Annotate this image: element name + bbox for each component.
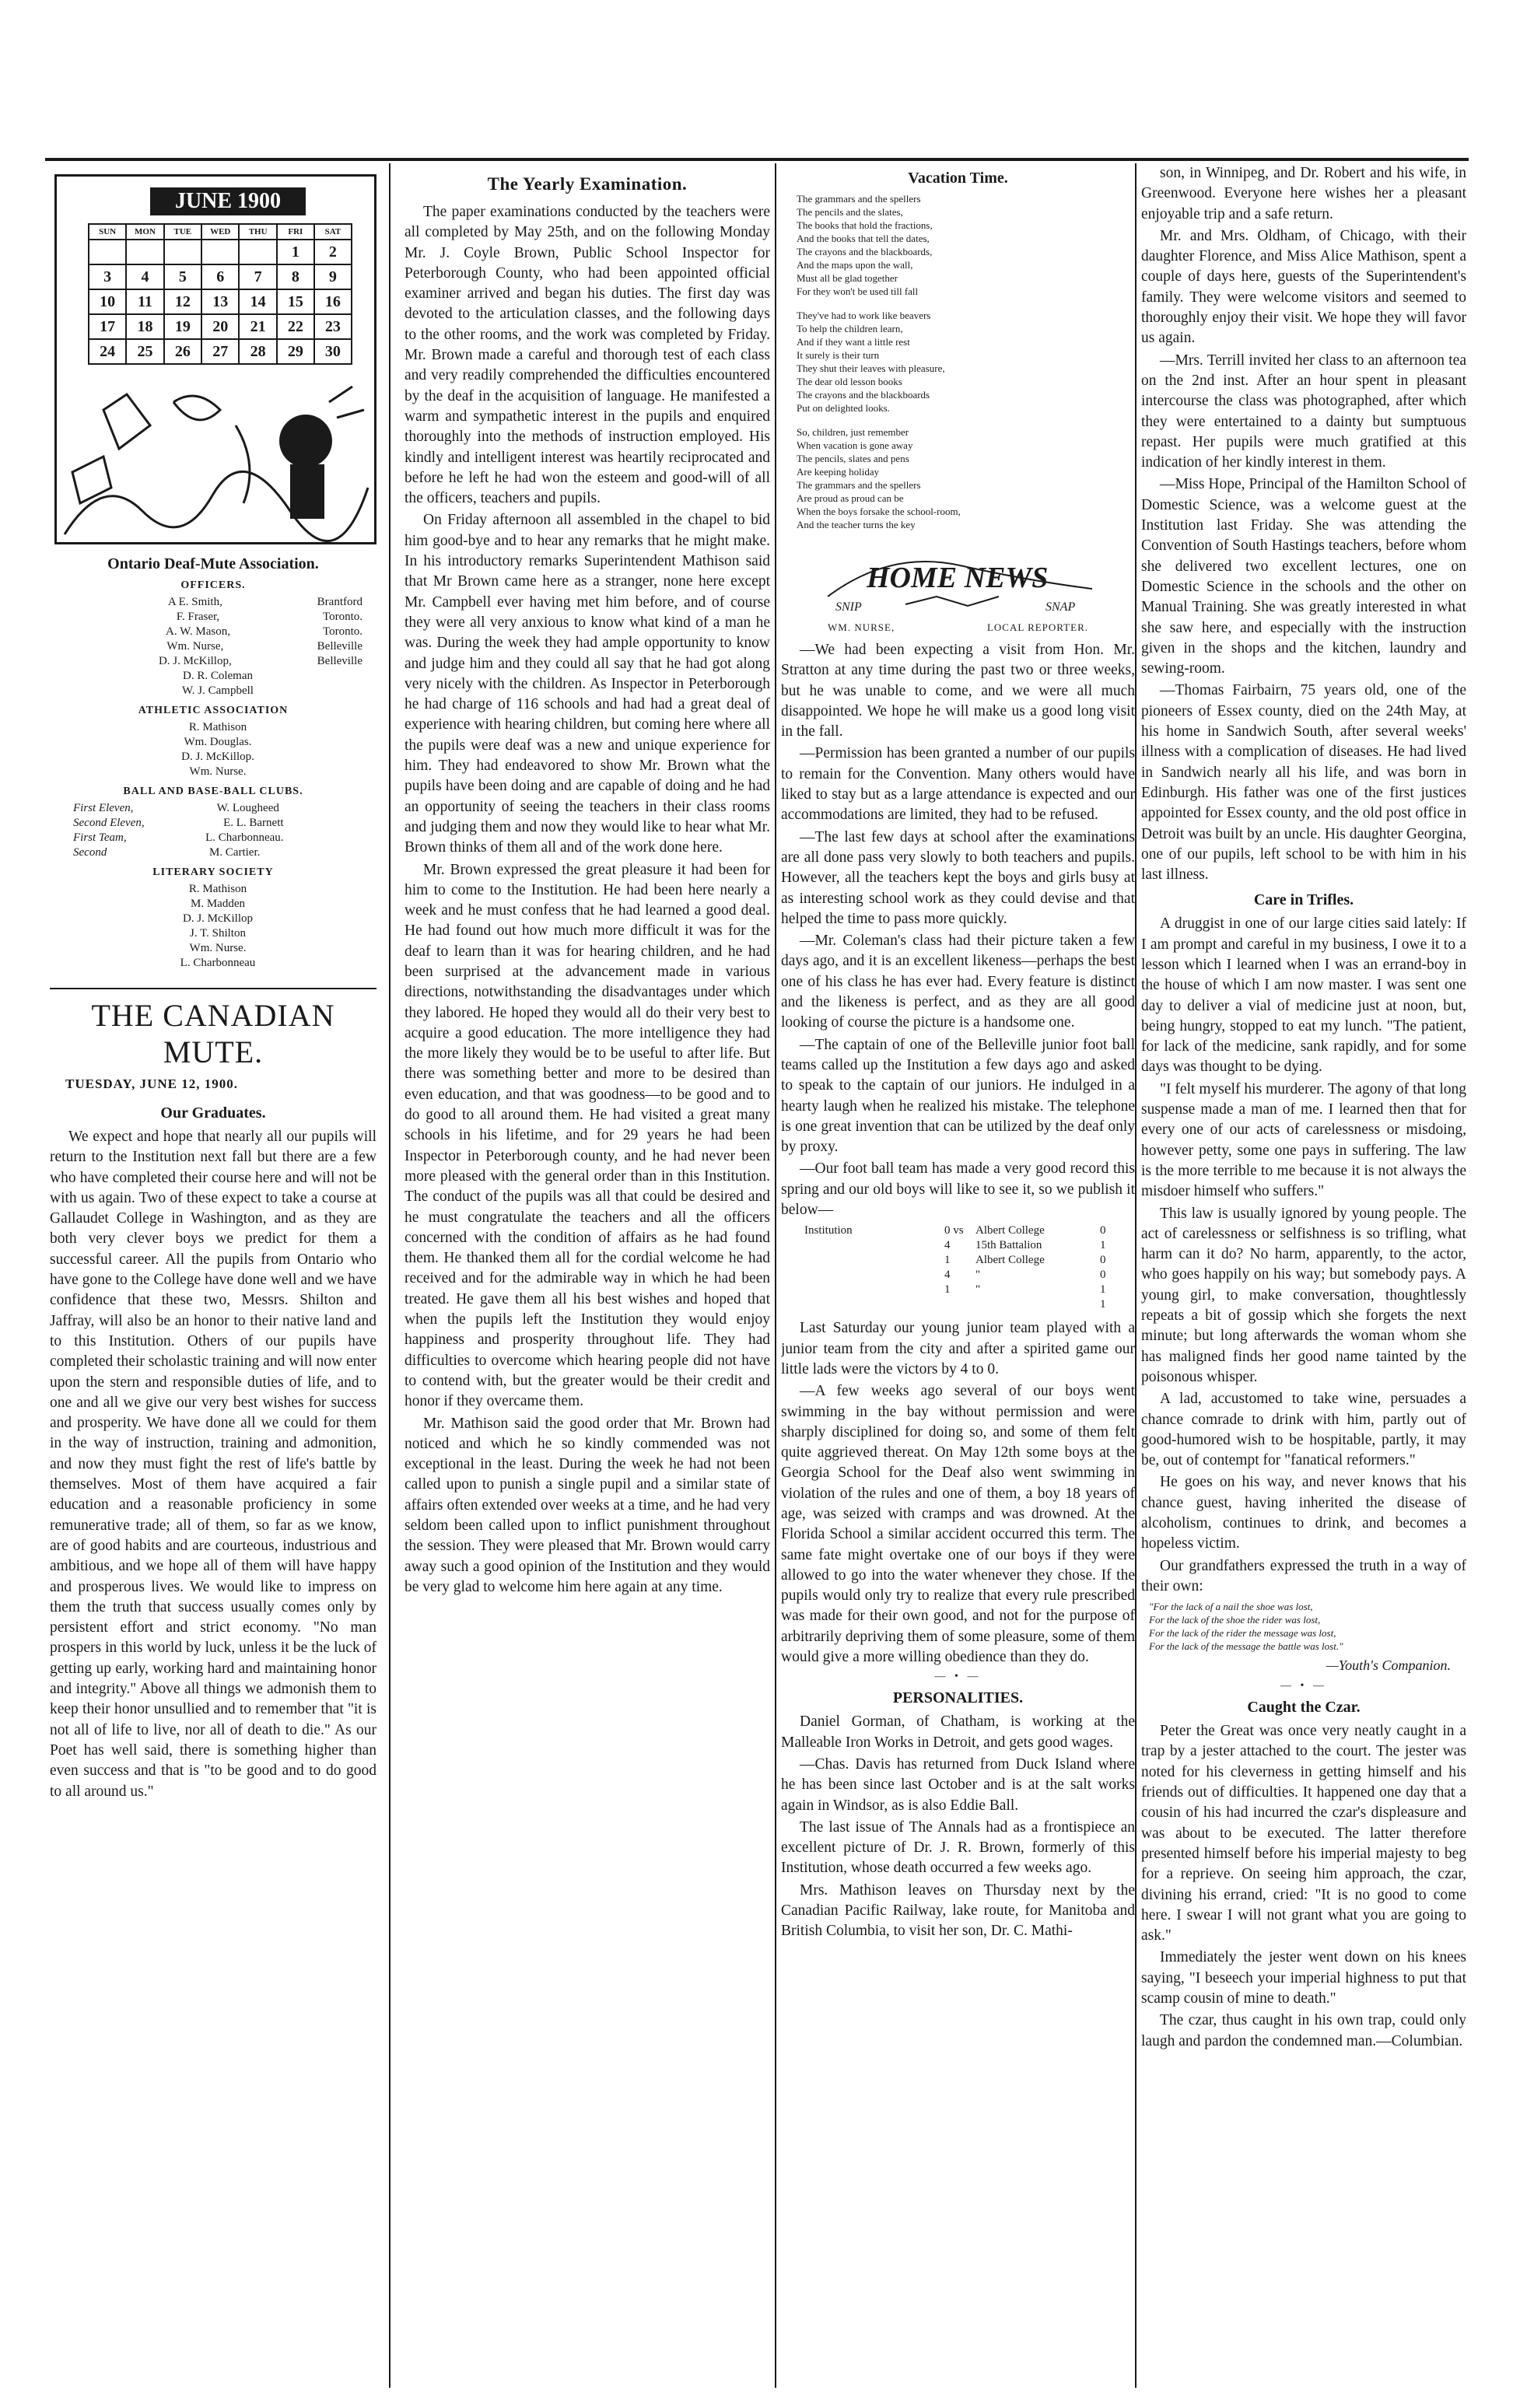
- officer-cell: Toronto.: [322, 625, 362, 638]
- paragraph: Mr. Mathison said the good order that Mr. Brown had noticed and which he so kindly commended was not exceptional in the least. During the week he had not been called upon to punish a single pupil and a similar state of affairs often extended over weeks at a time, and he had very seldom been called upon to inflict punishment throughout the session. They were pleased that Mr. Brown would carry away such a good opinion of the Institution and they would be very glad to welcome him here again at any time.: [405, 1415, 770, 1595]
- calendar-date: 29: [277, 339, 314, 364]
- officer-cell: Toronto.: [322, 611, 362, 623]
- masthead: THE CANADIAN MUTE.: [50, 988, 376, 1070]
- clubs-title: BALL AND BASE-BALL CLUBS.: [123, 786, 303, 797]
- paragraph: Mrs. Mathison leaves on Thursday next by the Canadian Pacific Railway, lake route, for Manitoba and British Columbia, to visit her son, Dr. C. Mathi-: [781, 1881, 1135, 1940]
- officer-row: [50, 654, 376, 669]
- paragraph: —A few weeks ago several of our boys went swimming in the bay without permission and were sharply disciplined for doing so, and some of them felt quite aggrieved thereat. On May 12th some boys at the Georgia School for the Deaf also went swimming in violation of the rules and one of them, a boy 18 years of age, was seized with cramps and was drowned. At the Florida School a similar accident occurred this term. The same fate might overtake one of our boys if they were allowed to go into the water whenever they chose. If the pupils would only try to realize that every rule prescribed was made for their own good, and not for the purpose of arbitrarily depriving them of some pleasure, some of them would give a more willing obedience than they do.: [781, 1383, 1135, 1666]
- score-cell: 1: [1100, 1239, 1106, 1252]
- score-cell: 1: [1100, 1298, 1106, 1311]
- officer-row: [50, 882, 376, 897]
- poem-line: The dear old lesson books: [797, 376, 902, 387]
- paragraph: The last issue of The Annals had as a frontispiece an excellent picture of Dr. J. R. Brown, formerly of this Institution, whose death occurred a few weeks ago.: [781, 1818, 1135, 1877]
- score-cell: 4: [944, 1269, 951, 1282]
- vacation-title: Vacation Time.: [908, 170, 1008, 187]
- football-scores: [804, 1223, 1135, 1312]
- calendar-date: 5: [164, 264, 201, 289]
- graduates-title: Our Graduates.: [160, 1104, 266, 1122]
- officer-cell: J. T. Shilton: [190, 927, 246, 940]
- score-cell: ": [975, 1269, 981, 1282]
- calendar-day-header: WED: [201, 224, 240, 240]
- officer-cell: F. Fraser,: [176, 611, 220, 623]
- officer-cell: L. Charbonneau.: [205, 831, 284, 844]
- officer-row: [50, 669, 376, 684]
- verse-line: For the lack of the message the battle was lost.": [1149, 1640, 1343, 1653]
- calendar-date: 27: [201, 339, 240, 364]
- officer-row: [50, 816, 376, 831]
- paragraph: A lad, accustomed to take wine, persuades a chance comrade to drink with him, partly out of good-humored wish to be hospitable, partly, it may be, out of contempt for "fanatical reformers.": [1141, 1391, 1466, 1469]
- calendar-title: JUNE 1900: [150, 187, 306, 215]
- paragraph: The paper examinations conducted by the teachers were all completed by May 25th, and on the following Monday Mr. J. Coyle Brown, Public School Inspector for Peterborough County, who had been appointed official examiner arrived and began his duties. The first day was devoted to the articulation classes, and the following days to the other rooms, and the work was completed by Friday. Mr. Brown made a careful and thorough test of each class and very readily comprehended the difficulties encountered by the deaf in the acquisition of language. He manifested a warm and sympathetic interest in the pupils and enquired thoroughly into the methods of instruction employed. His kindly and intelligent interest was heartily reciprocated and before he left he had won the esteem and good-will of all the officers, teachers and pupils.: [405, 204, 770, 507]
- column-2: [405, 163, 770, 2380]
- officer-cell: Wm. Douglas.: [184, 736, 252, 748]
- calendar-day-header: SUN: [89, 224, 126, 240]
- calendar-date: 1: [277, 240, 314, 264]
- home-news-banner-art: [812, 542, 1108, 617]
- calendar-date: 24: [89, 339, 126, 364]
- paragraph: Mr. Brown expressed the great pleasure it had been for him to come to the Institution. He had been here nearly a week and he must confess that he had learned a good deal. He had found out how much more difficult it was for the deaf to learn than it was for hearing children, and he had been surprised at the advancement made in various directions, notwithstanding the disadvantages under which they labored. He hoped they would all do their very best to acquire a good education. The more intelligence they had the more likely they would be to be useful to after life. But there was something better and more to be desired than even education, and that was goodness—to be good and to do good to all around them. He had visited a great many schools in his lifetime, and for 29 years he had been Inspector in Peterborough county, and he had never been more pleased with the general order than in this Institution. The conduct of the pupils was all that could be desired and he must congratulate the teachers and all the officers concerned with the condition of affairs as he had found them. He thanked them all for the cordial welcome he had received and for the admirable way in which he had been treated. He gave them all his best wishes and hoped that when the pupils left the Institution they would enjoy happiness and prosperity throughout life. They had difficulties to overcome which hearing people did not have to contend with, but the greater would be their credit and honor if they overcame them.: [405, 861, 770, 1410]
- officer-cell: A. W. Mason,: [166, 625, 230, 638]
- poem-line: The pencils and the slates,: [797, 206, 903, 218]
- athletic-list: [50, 720, 376, 779]
- score-row: [804, 1268, 1135, 1283]
- officer-cell: M. Madden: [191, 898, 245, 910]
- officer-cell: Wm. Nurse.: [189, 942, 247, 954]
- officer-cell: Wm. Nurse.: [189, 765, 247, 778]
- paragraph: Mr. and Mrs. Oldham, of Chicago, with their daughter Florence, and Miss Alice Mathison, spent a couple of days here, guests of the Superintendent's family. They were welcome visitors and seemed to thoroughly enjoy their visit. We hope they will favor us again.: [1141, 227, 1466, 347]
- poem-line: To help the children learn,: [797, 323, 903, 334]
- association-title: Ontario Deaf-Mute Association.: [107, 555, 319, 572]
- paragraph: "I felt myself his murderer. The agony of that long suspense made a man of me. I learned then that for every one of our acts of carelessness or misdoing, however petty, some one pays in suffering. The law is the more terrible to me because it is not always the misdoer himself who suffers.": [1141, 1080, 1466, 1200]
- trifles-article: [1141, 914, 1466, 1597]
- officer-row: [50, 684, 376, 698]
- score-row: [804, 1283, 1135, 1297]
- calendar-date: 19: [164, 314, 201, 339]
- score-cell: 1: [1100, 1283, 1106, 1297]
- yearly-exam-title: The Yearly Examination.: [487, 174, 688, 194]
- column-rule: [1135, 163, 1137, 2388]
- home-news-byline: [781, 621, 1135, 634]
- calendar-day-header: SAT: [314, 224, 352, 240]
- poem-line: For they won't be used till fall: [797, 285, 919, 297]
- score-cell: 1: [944, 1283, 951, 1297]
- calendar-date: 20: [201, 314, 240, 339]
- czar-title: Caught the Czar.: [1247, 1699, 1361, 1717]
- officer-cell: Belleville: [317, 655, 362, 667]
- officer-cell: D. J. McKillop: [183, 912, 253, 925]
- score-cell: 1: [944, 1254, 951, 1267]
- officer-cell: First Team,: [73, 831, 127, 844]
- paragraph: A druggist in one of our large cities said lately: If I am prompt and careful in my business, I owe it to a lesson which I learned when I was an errand-boy in the house of which I am now master. I was sent one day to deliver a vial of medicine just at noon, but, being hungry, stopped to eat my lunch. "The patient, for lack of the medicine, sank rapidly, and for some days was thought to be dying.: [1141, 915, 1466, 1076]
- poem-line: And the teacher turns the key: [797, 519, 916, 530]
- officer-row: [50, 639, 376, 654]
- paragraph: Last Saturday our young junior team played with a junior team from the city and after a spirited game our little lads were the victors by 4 to 0.: [781, 1320, 1135, 1377]
- calendar-day-header: THU: [239, 224, 276, 240]
- paragraph: Our grandfathers expressed the truth in a way of their own:: [1141, 1557, 1466, 1594]
- calendar-date: 13: [201, 289, 240, 314]
- score-row: [804, 1253, 1135, 1268]
- score-cell: [975, 1297, 1100, 1312]
- calendar-date: 6: [201, 264, 240, 289]
- calendar-day-header: FRI: [277, 224, 314, 240]
- column-1: [50, 163, 376, 2380]
- banner-snap-text: SNAP: [1045, 600, 1076, 614]
- calendar-date: 2: [314, 240, 352, 264]
- paragraph: —The captain of one of the Belleville junior foot ball teams called up the Institution a few days ago and asked to speak to the captain of our juniors. He indulged in a hearty laugh when he realized his mistake. The telephone is one great invention that can be utilized by the deaf only by proxy.: [781, 1036, 1135, 1156]
- trifles-citation: —Youth's Companion.: [1326, 1657, 1451, 1674]
- calendar-date: [201, 240, 240, 264]
- literary-title: LITERARY SOCIETY: [152, 866, 274, 878]
- separator: — • —: [1280, 1680, 1327, 1692]
- officer-cell: E. L. Barnett: [223, 817, 284, 829]
- calendar-date: 10: [89, 289, 126, 314]
- score-cell: Albert College: [975, 1224, 1045, 1237]
- score-cell: [804, 1283, 944, 1297]
- poem-line: The crayons and the blackboards,: [797, 246, 933, 257]
- score-cell: [804, 1253, 944, 1268]
- score-row: [804, 1223, 1135, 1238]
- officer-row: [50, 956, 376, 971]
- paragraph: —We had been expecting a visit from Hon. Mr. Stratton at any time during the past two or three weeks, but he was unable to come, and we were all much disappointed. We hope he will make us a good long visit in the fall.: [781, 642, 1135, 740]
- officer-cell: D. R. Coleman: [183, 670, 253, 682]
- calendar-date: 22: [277, 314, 314, 339]
- verse-line: For the lack of the rider the message was lost,: [1149, 1627, 1336, 1640]
- officer-row: [50, 845, 376, 860]
- calendar-date: 30: [314, 339, 352, 364]
- poem-line: They shut their leaves with pleasure,: [797, 362, 945, 374]
- calendar-date: 14: [239, 289, 276, 314]
- column-4: [1141, 163, 1466, 2380]
- calendar-date: 8: [277, 264, 314, 289]
- column-rule: [389, 163, 391, 2388]
- calendar-date: 23: [314, 314, 352, 339]
- home-news-banner: [781, 542, 1135, 617]
- calendar-date: 12: [164, 289, 201, 314]
- paragraph: Daniel Gorman, of Chatham, is working at the Malleable Iron Works in Detroit, and gets good wages.: [781, 1713, 1135, 1751]
- personalities-title: PERSONALITIES.: [892, 1689, 1024, 1707]
- officer-cell: A E. Smith,: [167, 596, 222, 608]
- calendar-date: 21: [239, 314, 276, 339]
- calendar-date: 17: [89, 314, 126, 339]
- paragraph: Peter the Great was once very neatly caught in a trap by a jester attached to the court. The jester was noted for his cleverness in getting himself and his friends out of difficulties. It happened one day that a cousin of his had incurred the czar's displeasure and was about to be executed. The latter therefore presented himself before his imperial majesty to beg for a reprieve. On seeing him approach, the czar, divining his errand, cried: "It is no good to come here. I swear I will not grant what you are going to ask.": [1141, 1723, 1466, 1944]
- score-row: [804, 1238, 1135, 1253]
- calendar-date: 26: [164, 339, 201, 364]
- calendar-illustration: [54, 174, 376, 544]
- byline-reporter-name: WM. NURSE,: [828, 621, 895, 633]
- paragraph: —Permission has been granted a number of our pupils to remain for the Convention. Many others would have liked to stay but as a large attendance is expected and our accommodations are limited, they had to be refused.: [781, 745, 1135, 824]
- poem-line: The grammars and the spellers: [797, 193, 921, 205]
- officer-cell: M. Cartier.: [208, 846, 261, 859]
- paragraph: —The last few days at school after the examinations are all done pass very slowly to both teachers and pupils. However, all the teachers kept the boys and girls busy at as interesting school work as they could devise and that helped the time to pass more quickly.: [781, 828, 1135, 927]
- calendar-date: [89, 240, 126, 264]
- officer-cell: D. J. McKillop,: [158, 655, 232, 667]
- officer-cell: Second: [73, 846, 107, 859]
- officer-row: [50, 765, 376, 779]
- calendar-date: 3: [89, 264, 126, 289]
- graduates-article: [50, 1127, 376, 1802]
- calendar-drawing: [57, 379, 374, 542]
- paragraph: Immediately the jester went down on his knees saying, "I beseech your imperial highness to put that scamp cousin of mine to death.": [1141, 1949, 1466, 2007]
- score-cell: 4: [944, 1239, 951, 1252]
- paragraph: On Friday afternoon all assembled in the chapel to bid him good-bye and to hear any remarks that he might make. In his introductory remarks Superintendent Mathison said that Mr Brown came here as a stranger, none here except Mr. Campbell ever having met him before, and of course they were all very anxious to know what kind of a man he was. During the week they had ample opportunity to know and judge him and they could all say that he had got along very nicely with the children. As Inspector in Peterborough he had charge of 116 schools and had had a great deal of experience with hearing children, but coming here where all the pupils were deaf was a new and unique experience for him. They had endeavored to show Mr. Brown what the pupils have been doing and are capable of doing and he had an opportunity of seeing the teachers in their class rooms and judging them and now they would like to hear what Mr. Brown thinks of them all and of the work done here.: [405, 512, 770, 856]
- officer-row: [50, 625, 376, 639]
- score-cell: Albert College: [975, 1254, 1045, 1267]
- officer-row: [50, 926, 376, 941]
- score-cell: ": [975, 1283, 981, 1297]
- column-4-items: [1141, 163, 1466, 885]
- score-cell: [804, 1238, 944, 1253]
- paragraph: He goes on his way, and never knows that his chance guest, having inherited the disease of alcoholism, continues to drink, and becomes a hopeless victim.: [1141, 1474, 1466, 1552]
- column-rule: [775, 163, 776, 2388]
- czar-article: [1141, 1721, 1466, 2052]
- officer-cell: Belleville: [317, 640, 362, 653]
- calendar-date: 15: [277, 289, 314, 314]
- paragraph: —Chas. Davis has returned from Duck Island where he has been since last October and is at the salt works again in Windsor, as is also Eddie Ball.: [781, 1755, 1135, 1814]
- score-cell: 0: [1100, 1224, 1106, 1237]
- calendar-date: 9: [314, 264, 352, 289]
- calendar-date: 16: [314, 289, 352, 314]
- poem-line: They've had to work like beavers: [797, 310, 931, 321]
- poem-line: Are proud as proud can be: [797, 492, 904, 504]
- calendar-date: 11: [126, 289, 164, 314]
- calendar-date: 25: [126, 339, 164, 364]
- poem-line: And the books that tell the dates,: [797, 233, 930, 244]
- banner-snip-text: SNIP: [835, 600, 862, 614]
- personalities-article: [781, 1712, 1135, 1941]
- poem-line: And if they want a little rest: [797, 336, 910, 348]
- paragraph: —Our foot ball team has made a very good record this spring and our old boys will like to see it, so we publish it below—: [781, 1160, 1135, 1219]
- calendar-day-header: MON: [126, 224, 164, 240]
- officer-cell: R. Mathison: [188, 883, 247, 895]
- officer-cell: First Eleven,: [73, 802, 134, 814]
- officers-list: [50, 595, 376, 698]
- score-cell: [944, 1297, 975, 1312]
- officer-cell: W. Lougheed: [216, 802, 279, 814]
- verse-line: "For the lack of a nail the shoe was lost,: [1149, 1601, 1313, 1613]
- poem-line: When vacation is gone away: [797, 439, 913, 451]
- verse-line: For the lack of the shoe the rider was lost,: [1149, 1614, 1321, 1626]
- paragraph: —Miss Hope, Principal of the Hamilton School of Domestic Science, was a welcome guest at the Institution last Friday. She was attending the Convention of South Hastings teachers, before whom she delivered two excellent lectures, one on Domestic Science in the schools and the other on Manual Training. She was greatly interested in what she saw here, and especially with the instruction given in the shops and the kitchen, laundry and sewing-room.: [1141, 476, 1466, 677]
- poem-line: The pencils, slates and pens: [797, 453, 909, 464]
- poem-stanza: [797, 309, 1135, 415]
- calendar-date: 7: [239, 264, 276, 289]
- officer-row: [50, 897, 376, 912]
- calendar-date: 18: [126, 314, 164, 339]
- officer-cell: W. J. Campbell: [182, 684, 254, 697]
- byline-reporter-role: LOCAL REPORTER.: [986, 621, 1088, 633]
- officer-row: [50, 735, 376, 750]
- athletic-title: ATHLETIC ASSOCIATION: [138, 705, 289, 716]
- paragraph: We expect and hope that nearly all our pupils will return to the Institution next fall but there are a few who have completed their course here and will not be with us again. Two of these expect to take a course at Gallaudet College in Washington, and as they are both very clever boys we predict for them a successful career. All the pupils from Ontario who have gone to the College have done well and we have confidence that these two, Messrs. Shilton and Jaffray, will also be an honor to their native land and to this Institution. Others of our pupils have completed their scholastic training and will now enter upon the stern and responsible duties of life, and to one and all we give our very best wishes for success and prosperity. We have done all we could for them in the way of instruction, training and admonition, and now they must fight the rest of life's battle by themselves. Most of them have acquired a fair education and a reasonable proficiency in some remunerative trade; all of them, so far as we know, are of good habits and are courteous, industrious and ambitious, and we hope all of them will have happy and prosperous lives. We would like to impress on them the truth that success usually comes only by persistent effort and strict economy. "No man prospers in this world by luck, unless it be the luck of getting up early, working hard and maintaining honor and integrity." Above all things we admonish them to keep their honor unsullied and to remember that "it is not all of life to live, nor all of death to die." As our Poet has well said, there is something higher than even success and that is "to be good and to do good to all around us.": [50, 1129, 376, 1800]
- calendar-date: 4: [126, 264, 164, 289]
- calendar-date: 28: [239, 339, 276, 364]
- trifles-title: Care in Trifles.: [1253, 891, 1354, 909]
- officer-row: [50, 595, 376, 610]
- dateline: TUESDAY, JUNE 12, 1900.: [65, 1076, 239, 1091]
- clubs-list: [50, 801, 376, 860]
- officers-title: OFFICERS.: [180, 579, 246, 591]
- paragraph: —Thomas Fairbairn, 75 years old, one of the pioneers of Essex county, died on the 24th May, at his home in Sandwich South, after several weeks' illness with a complication of diseases. He had lived in Sandwich nearly all his life, and was born in Edinburgh. His father was one of the first justices appointed for Essex county, and the old post office in Detroit was built by an uncle. His daughter Georgina, one of our pupils, left school to be with him in his last illness.: [1141, 682, 1466, 884]
- score-cell: 0: [1100, 1254, 1106, 1267]
- poem-line: Are keeping holiday: [797, 466, 880, 478]
- score-cell: 0: [1100, 1269, 1106, 1282]
- trifles-verse: [1149, 1600, 1466, 1653]
- poem-line: The books that hold the fractions,: [797, 219, 933, 231]
- officer-row: [50, 750, 376, 765]
- score-cell: Institution: [804, 1224, 853, 1237]
- poem-line: The crayons and the blackboards: [797, 389, 930, 401]
- separator: — • —: [934, 1671, 982, 1683]
- home-news-items-2: [781, 1318, 1135, 1668]
- officer-cell: Brantford: [317, 596, 362, 608]
- poem-stanza: [797, 425, 1135, 531]
- poem-line: When the boys forsake the school-room,: [797, 506, 961, 517]
- officer-row: [50, 912, 376, 926]
- calendar-grid: [88, 223, 352, 365]
- score-cell: [804, 1297, 944, 1312]
- calendar-date: [239, 240, 276, 264]
- home-news-banner-text: HOME NEWS: [867, 562, 1049, 594]
- literary-list: [50, 882, 376, 971]
- poem-line: Put on delighted looks.: [797, 402, 890, 414]
- officer-cell: D. J. McKillop.: [181, 751, 254, 763]
- paragraph: —Mrs. Terrill invited her class to an afternoon tea on the 2nd inst. After an hour spent in pleasant intercourse the class was photographed, after which they were entertained to a dainty but sumptuous repast. Her pupils were much gratified at this indication of her kindly interest in them.: [1141, 352, 1466, 471]
- top-rule: [45, 158, 1469, 161]
- paragraph: This law is usually ignored by young people. The act of carelessness or selfishness is so trifling, what harm can it do? No harm, apparently, to the actor, who goes happily on his way; but somebody pays. A young girl, to make conversation, thoughtlessly repeats a bit of gossip which she forgets the next minute; but long afterwards the woman whom she has maligned finds her good name tainted by the poisonous whisper.: [1141, 1205, 1466, 1385]
- officer-row: [50, 720, 376, 735]
- officer-cell: Second Eleven,: [73, 817, 145, 829]
- column-3: [781, 163, 1135, 2380]
- officer-row: [50, 610, 376, 625]
- officer-cell: L. Charbonneau: [180, 957, 256, 969]
- paragraph: —Mr. Coleman's class had their picture taken a few days ago, and it is an excellent likeness—perhaps the best one of his class he has ever had. Every feature is distinct and the likeness is perfect, and as they are all good looking of course the picture is a handsome one.: [781, 933, 1135, 1031]
- score-cell: 15th Battalion: [975, 1239, 1042, 1252]
- paragraph: son, in Winnipeg, and Dr. Robert and his wife, in Greenwood. Everyone here wishes her a pleasant enjoyable trip and a safe return.: [1141, 165, 1466, 222]
- officer-cell: Wm. Nurse,: [166, 640, 224, 653]
- yearly-exam-article: [405, 202, 770, 1598]
- officer-cell: R. Mathison: [188, 721, 247, 733]
- calendar-day-header: TUE: [164, 224, 201, 240]
- poem-line: So, children, just remember: [797, 426, 909, 438]
- poem-line: It surely is their turn: [797, 349, 880, 361]
- poem-line: The grammars and the spellers: [797, 479, 921, 491]
- score-row: [804, 1297, 1135, 1312]
- score-cell: 0 vs: [944, 1224, 964, 1237]
- officer-row: [50, 941, 376, 956]
- score-cell: [804, 1268, 944, 1283]
- poem-stanza: [797, 192, 1135, 298]
- officer-row: [50, 831, 376, 845]
- calendar-date: [126, 240, 164, 264]
- vacation-poem: [781, 192, 1135, 531]
- officer-row: [50, 801, 376, 816]
- poem-line: Must all be glad together: [797, 272, 898, 284]
- paragraph: The czar, thus caught in his own trap, could only laugh and pardon the condemned man.—Columbian.: [1141, 2012, 1466, 2049]
- poem-line: And the maps upon the wall,: [797, 259, 913, 271]
- calendar-date: [164, 240, 201, 264]
- home-news-items: [781, 640, 1135, 1220]
